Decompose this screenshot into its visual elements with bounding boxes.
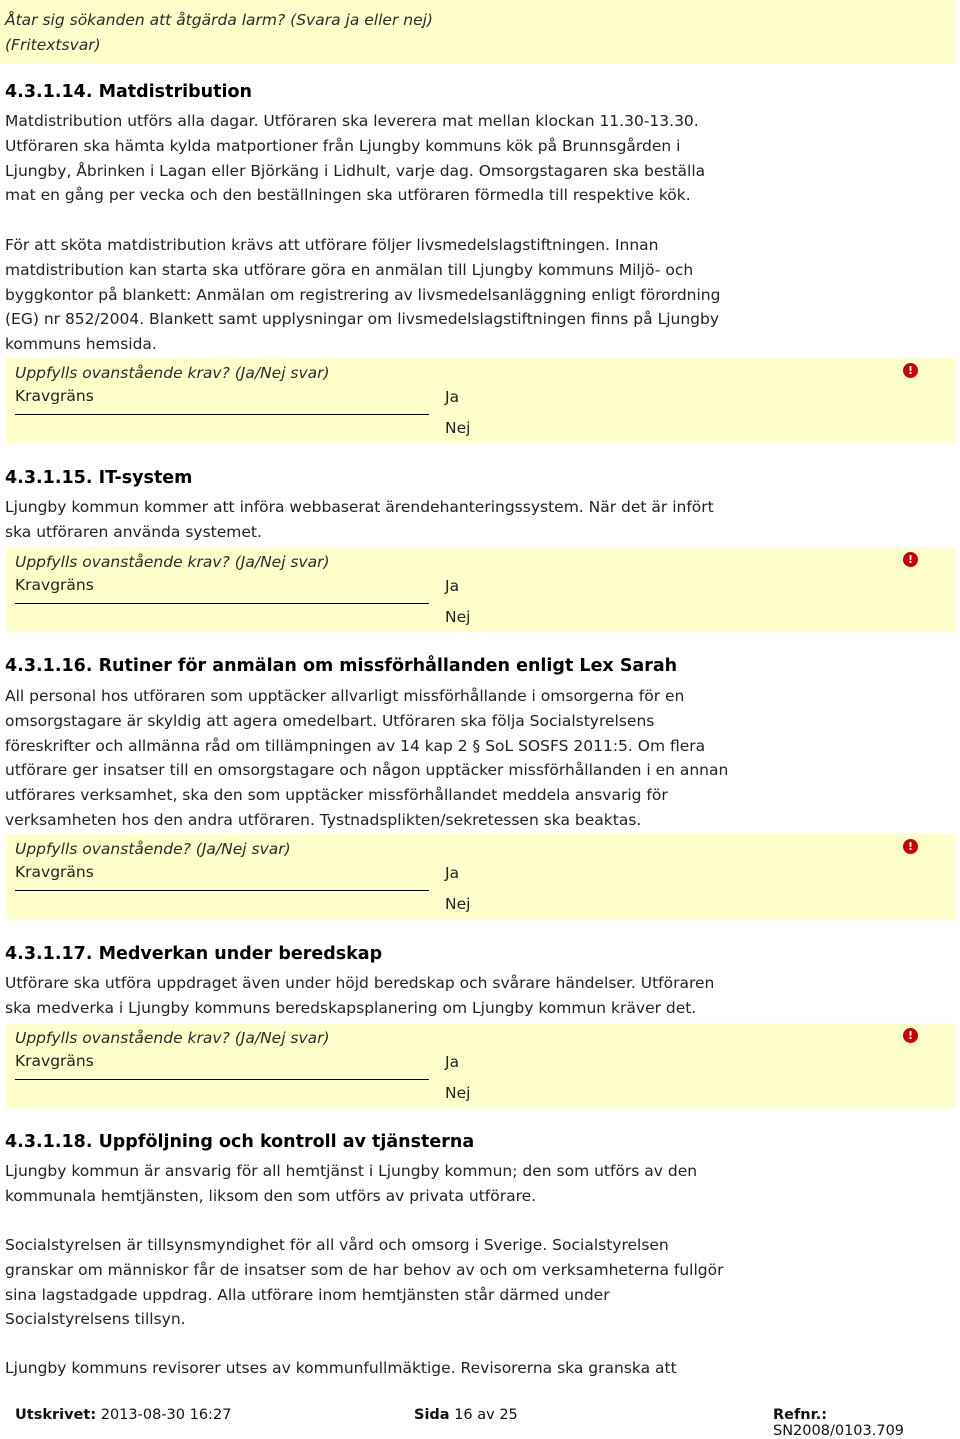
krav-line — [15, 414, 429, 415]
paragraph: För att sköta matdistribution krävs att utförare följer livsmedelslagstiftningen. Innan matdistribution kan starta ska utförare göra en anmälan till Ljungby kommuns Miljö- och byggkontor på blankett: Anmälan om registrering av livsmedelsanläggning enligt förordning (EG) nr 852/2004. Blankett samt upplysningar om livsmedelslagstiftningen finns på Ljungby kommuns hemsida. — [5, 236, 721, 354]
answer-yes-option[interactable]: Ja — [445, 1053, 460, 1071]
krav-line — [15, 1079, 429, 1080]
answer-yes-option[interactable]: Ja — [445, 864, 460, 882]
answer-yes-option[interactable]: Ja — [445, 577, 460, 595]
paragraph: Ljungby kommuns revisorer utses av kommunfullmäktige. Revisorerna ska granska att — [5, 1359, 677, 1377]
krav-line — [15, 890, 429, 891]
question-box — [5, 547, 956, 632]
footer-ref — [773, 1407, 960, 1439]
exclamation-circle-icon: ! — [903, 1028, 918, 1043]
krav-line — [15, 603, 429, 604]
question-box — [5, 358, 956, 443]
paragraph: All personal hos utföraren som upptäcker allvarligt missförhållande i omsorgerna för en omsorgstagare är skyldig att agera omedelbart. Utföraren ska följa Socialstyrelsens föreskrifter och allmänna råd om tillämpningen av 14 kap 2 § SoL SOSFS 2011:5. Om flera utförare ger insatser till en omsorgstagare och någon upptäcker missförhållanden i en annan utförares verksamhet, ska den som upptäcker missförhållandet meddela ansvarig för verksamheten hos den andra utföraren. Tystnadsplikten/sekretessen ska beaktas. — [5, 687, 729, 829]
footer-printed — [15, 1407, 231, 1423]
section-heading: 4.3.1.16. Rutiner för anmälan om missförhållanden enligt Lex Sarah — [5, 656, 678, 676]
question-box — [5, 1023, 956, 1108]
question-text: Uppfylls ovanstående krav? (Ja/Nej svar) — [15, 553, 330, 571]
question-box — [5, 834, 956, 919]
section-heading: 4.3.1.14. Matdistribution — [5, 82, 252, 102]
paragraph: Ljungby kommun är ansvarig för all hemtjänst i Ljungby kommun; den som utförs av den kommunala hemtjänsten, liksom den som utförs av privata utförare. — [5, 1162, 698, 1205]
paragraph: Matdistribution utförs alla dagar. Utföraren ska leverera mat mellan klockan 11.30-13.30. Utföraren ska hämta kylda matportioner från Ljungby kommuns kök på Brunnsgården i Ljungby, Åbrinken i Lagan eller Björkäng i Lidhult, varje dag. Omsorgstagaren ska beställa mat en gång per vecka och den beställningen ska utföraren förmedla till respektive kök. — [5, 112, 706, 205]
footer-printed-value: 2013-08-30 16:27 — [100, 1407, 232, 1423]
question-answer-type: (Fritextsvar) — [5, 36, 101, 54]
question-text: Åtar sig sökanden att åtgärda larm? (Svara ja eller nej) — [5, 11, 433, 29]
section-heading: 4.3.1.17. Medverkan under beredskap — [5, 944, 383, 964]
footer-page — [414, 1407, 518, 1423]
paragraph: Socialstyrelsen är tillsynsmyndighet för all vård och omsorg i Sverige. Socialstyrelsen granskar om människor får de insatser som de har behov av och om verksamheterna fullgör sina lagstadgade uppdrag. Alla utförare inom hemtjänsten står därmed under Socialstyrelsens tillsyn. — [5, 1236, 724, 1329]
paragraph: Ljungby kommun kommer att införa webbaserat ärendehanteringssystem. När det är infört ska utföraren använda systemet. — [5, 498, 714, 541]
krav-label: Kravgräns — [15, 387, 94, 405]
footer-page-label: Sida — [414, 1407, 450, 1423]
section-heading: 4.3.1.15. IT-system — [5, 468, 193, 488]
exclamation-circle-icon: ! — [903, 363, 918, 378]
krav-label: Kravgräns — [15, 1052, 94, 1070]
answer-no-option[interactable]: Nej — [445, 419, 471, 437]
footer-ref-value: SN2008/0103.709 — [773, 1423, 905, 1439]
answer-yes-option[interactable]: Ja — [445, 388, 460, 406]
footer-page-value: 16 av 25 — [454, 1407, 518, 1423]
exclamation-circle-icon: ! — [903, 839, 918, 854]
question-box-alarm — [0, 0, 956, 64]
exclamation-circle-icon: ! — [903, 552, 918, 567]
question-text: Uppfylls ovanstående krav? (Ja/Nej svar) — [15, 364, 330, 382]
question-text: Uppfylls ovanstående? (Ja/Nej svar) — [15, 840, 291, 858]
footer-printed-label: Utskrivet: — [15, 1407, 97, 1423]
answer-no-option[interactable]: Nej — [445, 1084, 471, 1102]
answer-no-option[interactable]: Nej — [445, 895, 471, 913]
answer-no-option[interactable]: Nej — [445, 608, 471, 626]
krav-label: Kravgräns — [15, 576, 94, 594]
section-heading: 4.3.1.18. Uppföljning och kontroll av tjänsterna — [5, 1132, 475, 1152]
krav-label: Kravgräns — [15, 863, 94, 881]
question-text: Uppfylls ovanstående krav? (Ja/Nej svar) — [15, 1029, 330, 1047]
footer-ref-label: Refnr.: — [773, 1407, 828, 1423]
paragraph: Utförare ska utföra uppdraget även under höjd beredskap och svårare händelser. Utföraren ska medverka i Ljungby kommuns beredskapsplanering om Ljungby kommun kräver det. — [5, 974, 715, 1017]
